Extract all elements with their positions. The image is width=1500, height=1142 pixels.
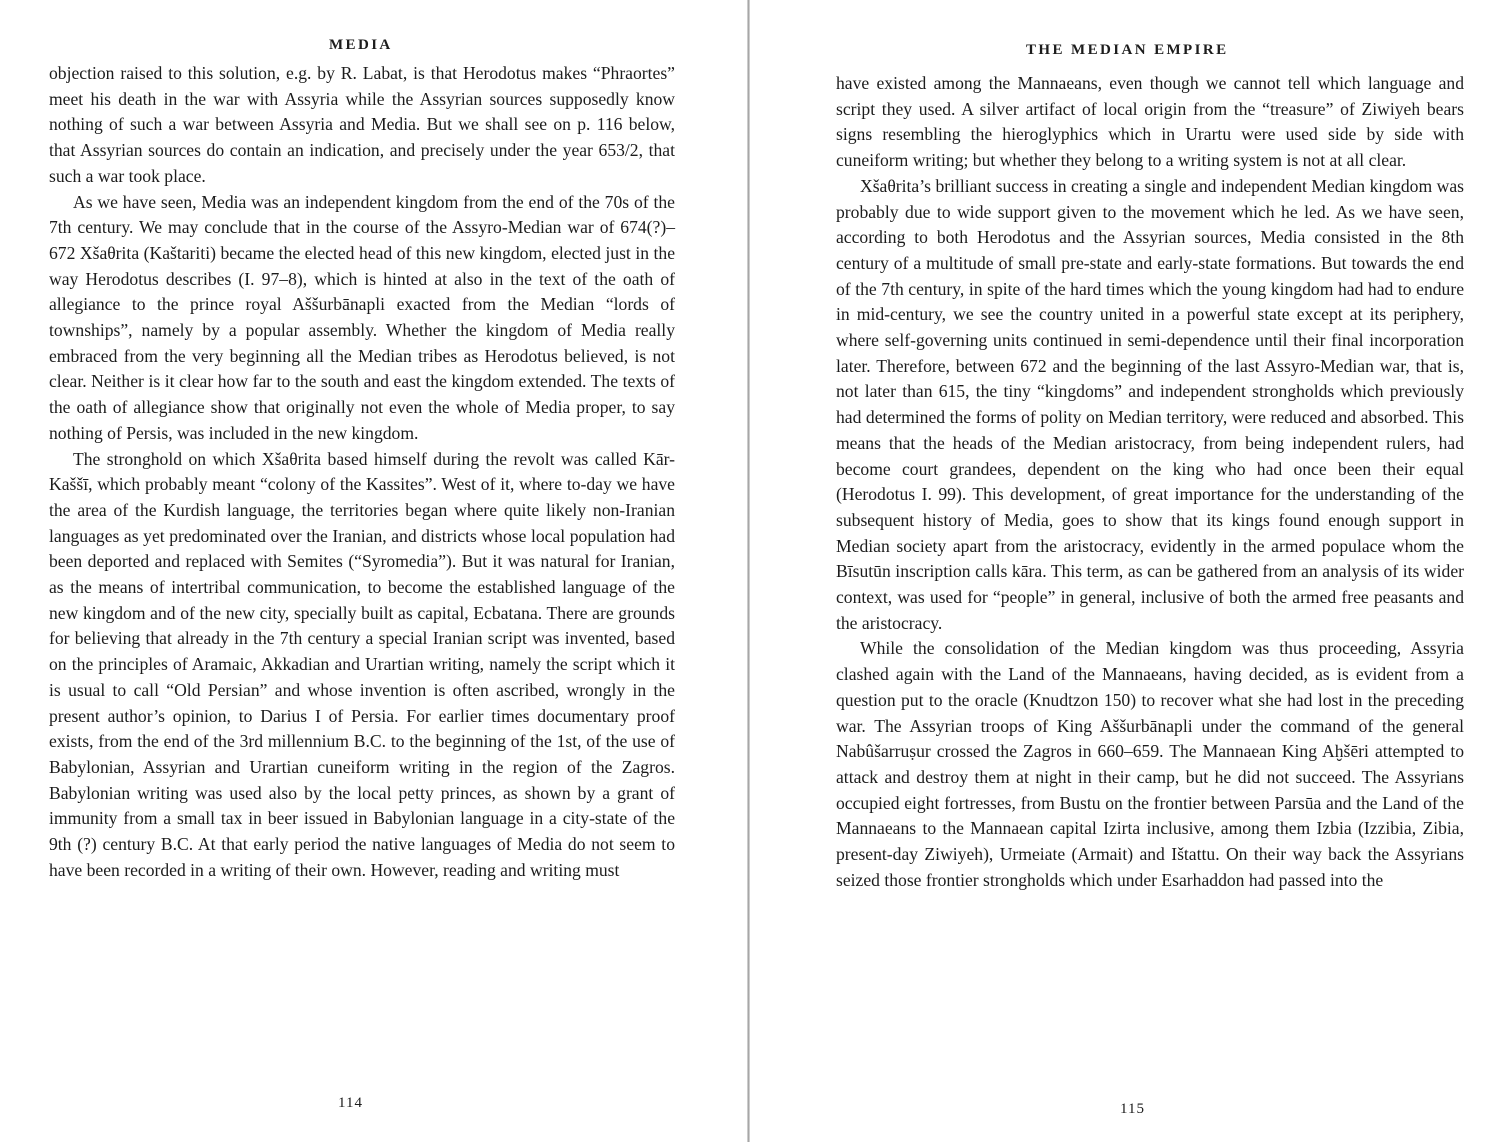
running-head-left: MEDIA — [329, 37, 393, 53]
book-gutter — [747, 0, 750, 1142]
paragraph: Xšaθrita’s brilliant success in creating a single and independent Median kingdom was probably due to wide support given to the movement which he led. As we have seen, according to both Herodotus and the Assyrian sources, Media consisted in the 8th century of a multitude of small pre-state and early-state formations. But towards the end of the 7th century, in spite of the hard times which the young kingdom had had to endure in mid-century, we see the country united in a powerful state except at its periphery, where self-governing units continued in semi-dependence until their final incorporation later. Therefore, between 672 and the beginning of the last Assyro-Median war, that is, not later than 615, the tiny “kingdoms” and independent strongholds which previously had determined the forms of polity on Median territory, were reduced and absorbed. This means that the heads of the Median aristocracy, from being independent rulers, had become court grandees, dependent on the king who had once been their equal (Herodotus I. 99). This development, of great importance for the understanding of the subsequent history of Media, goes to show that its kings found enough support in Median society apart from the aristocracy, evidently in the armed populace whom the Bīsutūn inscription calls kāra. This term, as can be gathered from an analysis of its wider context, was used for “people” in general, inclusive of both the armed free peasants and the aristocracy. — [836, 175, 1464, 633]
page-number-right: 115 — [1120, 1101, 1145, 1117]
paragraph: objection raised to this solution, e.g. by R. Labat, is that Herodotus makes “Phraortes” meet his death in the war with Assyria while the Assyrian sources supposedly know nothing of such a war between Assyria and Media. But we shall see on p. 116 below, that Assyrian sources do contain an indication, and precisely under the year 653/2, that such a war took place. — [49, 63, 675, 186]
left-page — [0, 0, 748, 1142]
right-page — [752, 0, 1500, 1142]
running-head-right: THE MEDIAN EMPIRE — [1026, 42, 1229, 58]
paragraph: As we have seen, Media was an independent kingdom from the end of the 70s of the 7th century. We may conclude that in the course of the Assyro-Median war of 674(?)–672 Xšaθrita (Kaštariti) became the elected head of this new kingdom, elected just in the way Herodotus describes (I. 97–8), which is hinted at also in the text of the oath of allegiance to the prince royal Aššurbānapli exacted from the Median “lords of townships”, namely by a popular assembly. Whether the kingdom of Media really embraced from the very beginning all the Median tribes as Herodotus believed, is not clear. Neither is it clear how far to the south and east the kingdom extended. The texts of the oath of allegiance show that originally not even the whole of Media proper, to say nothing of Persis, was included in the new kingdom. — [49, 191, 675, 443]
right-text-block — [836, 71, 1464, 894]
left-text-block — [49, 61, 675, 884]
paragraph: have existed among the Mannaeans, even though we cannot tell which language and script they used. A silver artifact of local origin from the “treasure” of Ziwiyeh bears signs resembling the hieroglyphics which in Urartu were used side by side with cuneiform writing; but whether they belong to a writing system is not at all clear. — [836, 73, 1464, 171]
page-number-left: 114 — [338, 1095, 363, 1111]
paragraph: The stronghold on which Xšaθrita based himself during the revolt was called Kār-Kaššī, which probably meant “colony of the Kassites”. West of it, where to-day we have the area of the Kurdish language, the territories began where quite likely non-Iranian languages as yet predominated over the Iranian, and districts whose local population had been deported and replaced with Semites (“Syromedia”). But it was natural for Iranian, as the means of intertribal communication, to become the established language of the new kingdom and of the new city, specially built as capital, Ecbatana. There are grounds for believing that already in the 7th century a special Iranian script was invented, based on the principles of Aramaic, Akkadian and Urartian writing, namely the script which it is usual to call “Old Persian” and whose invention is often ascribed, wrongly in the present author’s opinion, to Darius I of Persia. For earlier times documentary proof exists, from the end of the 3rd millennium B.C. to the beginning of the 1st, of the use of Babylonian, Assyrian and Urartian cuneiform writing in the region of the Zagros. Babylonian writing was used also by the local petty princes, as shown by a grant of immunity from a small tax in beer issued in Babylonian language in a city-state of the 9th (?) century B.C. At that early period the native languages of Media do not seem to have been recorded in a writing of their own. However, reading and writing must — [49, 448, 675, 880]
paragraph: While the consolidation of the Median kingdom was thus proceeding, Assyria clashed again with the Land of the Mannaeans, having decided, as is evident from a question put to the oracle (Knudtzon 150) to recover what she had lost in the preceding war. The Assyrian troops of King Aššurbānapli under the command of the general Nabûšarruṣur crossed the Zagros in 660–659. The Mannaean King Aḫšēri attempted to attack and destroy them at night in their camp, but he did not succeed. The Assyrians occupied eight fortresses, from Bustu on the frontier between Parsūa and the Land of the Mannaeans to the Mannaean capital Izirta inclusive, among them Izbia (Izzibia, Zibia, present-day Ziwiyeh), Urmeiate (Armait) and Ištattu. On their way back the Assyrians seized those frontier strongholds which under Esarhaddon had passed into the — [836, 638, 1464, 890]
